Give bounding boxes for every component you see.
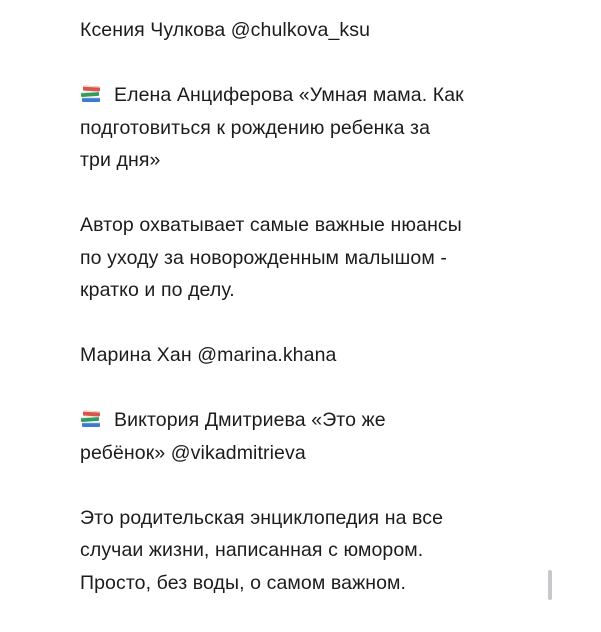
book-title-line: Елена Анциферова «Умная мама. Как [114, 84, 464, 106]
book-description [80, 502, 580, 600]
description-line: Просто, без воды, о самом важном. [80, 571, 407, 594]
author-line [80, 339, 580, 372]
books-icon [80, 410, 102, 428]
scroll-indicator[interactable] [548, 570, 552, 600]
description-line: кратко и по делу. [80, 279, 235, 301]
book-title-line: три дня» [80, 149, 161, 171]
description-line: Это родительская энциклопедия на все [80, 506, 444, 529]
book-title-block [80, 404, 580, 469]
book-title-line: ребёнок» @vikadmitrieva [80, 441, 306, 464]
author-name: Марина Хан @marina.khana [80, 344, 337, 366]
author-line [80, 14, 580, 47]
author-name: Ксения Чулкова @chulkova_ksu [80, 19, 371, 41]
description-line: случаи жизни, написанная с юмором. [80, 539, 424, 561]
description-line: Автор охватывает самые важные нюансы [80, 214, 462, 236]
book-title-line: подготовиться к рождению ребенка за [80, 116, 431, 139]
description-line: по уходу за новорожденным малышом - [80, 246, 447, 269]
post-text [80, 14, 580, 632]
book-title-line: Виктория Дмитриева «Это же [114, 409, 386, 431]
books-icon [80, 85, 102, 103]
book-title-block [80, 79, 580, 177]
book-description [80, 209, 580, 307]
